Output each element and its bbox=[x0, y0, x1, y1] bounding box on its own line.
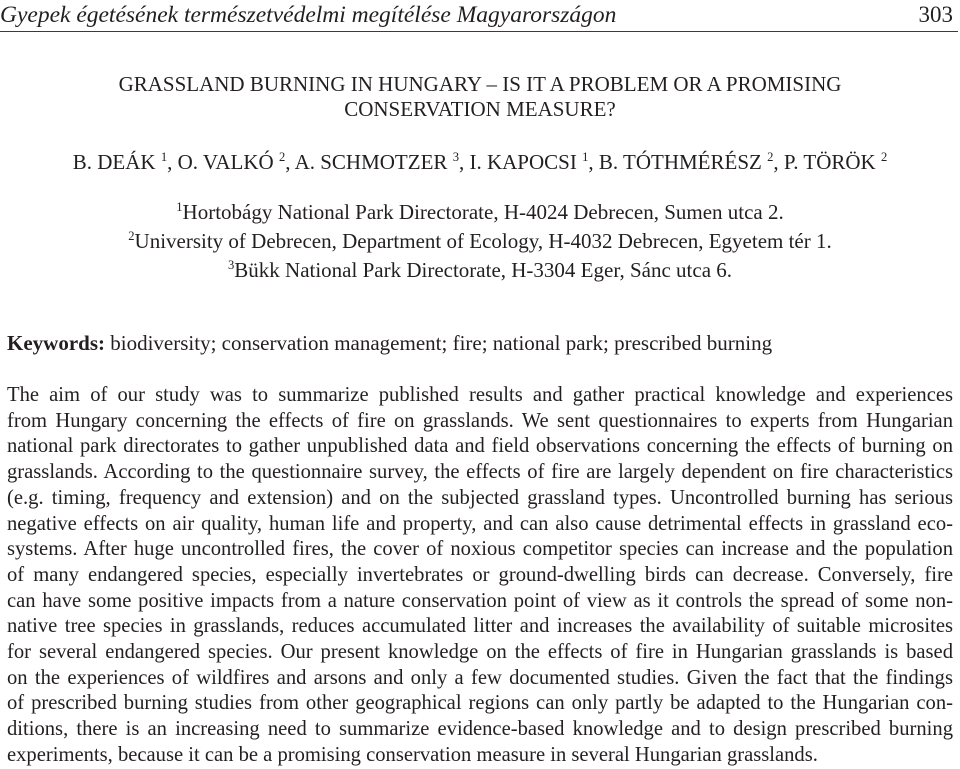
affiliation-text: Hortobágy National Park Directorate, H-4024 Debrecen, Sumen utca 2. bbox=[182, 200, 784, 224]
author-affiliation-mark: 2 bbox=[278, 150, 286, 165]
author-name: P. TÖRÖK bbox=[783, 150, 876, 174]
author-separator: , bbox=[588, 150, 594, 174]
abstract-line: The aim of our study was to summarize published results and gather practical knowledge and experiences bbox=[7, 384, 953, 406]
abstract-line: experiments, because it can be a promising conservation measure in several Hungarian grasslands. bbox=[7, 743, 818, 766]
keywords bbox=[7, 330, 953, 356]
author bbox=[295, 150, 459, 174]
author-separator: , bbox=[285, 150, 291, 174]
title-line: GRASSLAND BURNING IN HUNGARY – IS IT A PROBLEM OR A PROMISING bbox=[118, 72, 842, 96]
affiliation-list bbox=[0, 199, 960, 286]
author-affiliation-mark: 2 bbox=[767, 150, 774, 165]
author-name: B. TÓTHMÉRÉSZ bbox=[598, 150, 762, 174]
abstract-line: native tree species in grasslands, reduces accumulated litter and increases the availability of suitable microsites bbox=[7, 615, 953, 638]
abstract-line: negative effects on air quality, human life and property, and can also cause detrimental effects in grassland eco- bbox=[7, 512, 953, 535]
author-affiliation-mark: 2 bbox=[880, 150, 888, 165]
abstract-line: grasslands. According to the questionnaire survey, the effects of fire are largely dependent on fire characteristics bbox=[7, 461, 953, 484]
author bbox=[469, 150, 588, 174]
paper-title bbox=[0, 72, 960, 122]
author-name: B. DEÁK bbox=[72, 150, 156, 174]
author-separator: , bbox=[458, 150, 465, 174]
page-number: 303 bbox=[918, 2, 953, 27]
author bbox=[178, 150, 286, 174]
header-rule bbox=[0, 31, 958, 32]
abstract-line: can have some positive impacts from a nature conservation point of view as it controls the spread of some non- bbox=[7, 589, 953, 612]
author-name: I. KAPOCSI bbox=[469, 150, 577, 174]
abstract-line: national park directorates to gather unpublished data and field observations concerning the effects of burning on bbox=[7, 435, 953, 458]
author bbox=[599, 150, 774, 174]
running-title: Gyepek égetésének természetvédelmi megítélése Magyarországon bbox=[0, 2, 617, 28]
affiliation bbox=[0, 199, 960, 228]
abstract-line: from Hungary concerning the effects of fire on grasslands. We sent questionnaires to experts from Hungarian bbox=[7, 409, 953, 432]
keywords-text: biodiversity; conservation management; fire; national park; prescribed burning bbox=[110, 331, 773, 355]
author-name: O. VALKÓ bbox=[177, 150, 274, 174]
author-separator: , bbox=[167, 150, 173, 174]
affiliation-text: Bükk National Park Directorate, H-3304 Eger, Sánc utca 6. bbox=[234, 258, 733, 282]
abstract-line: of many endangered species, especially invertebrates or ground-dwelling birds can decrease. Conversely, fire bbox=[7, 563, 953, 586]
affiliation bbox=[0, 257, 960, 286]
affiliation-mark: 1 bbox=[176, 200, 183, 215]
author-list bbox=[0, 149, 960, 178]
abstract bbox=[7, 383, 953, 769]
title-line: CONSERVATION MEASURE? bbox=[344, 97, 616, 121]
author-affiliation-mark: 3 bbox=[452, 150, 459, 165]
abstract-line: of prescribed burning studies from other geographical regions can only partly be adapted to the Hungarian con- bbox=[7, 692, 953, 715]
author-affiliation-mark: 1 bbox=[160, 150, 168, 165]
keywords-label: Keywords: bbox=[7, 331, 105, 355]
author-affiliation-mark: 1 bbox=[582, 150, 589, 165]
affiliation-mark: 3 bbox=[227, 258, 235, 273]
abstract-line: ditions, there is an increasing need to summarize evidence-based knowledge and to design prescribed burning bbox=[7, 718, 953, 741]
author-name: A. SCHMOTZER bbox=[294, 150, 448, 174]
abstract-line: (e.g. timing, frequency and extension) and on the subjected grassland types. Uncontrolled burning has serious bbox=[7, 486, 953, 509]
author-separator: , bbox=[773, 150, 779, 174]
affiliation-text: University of Debrecen, Department of Ecology, H-4032 Debrecen, Egyetem tér 1. bbox=[134, 229, 832, 253]
running-head bbox=[0, 0, 960, 30]
author bbox=[784, 150, 887, 174]
author bbox=[73, 150, 167, 174]
abstract-line: for several endangered species. Our present knowledge on the effects of fire in Hungarian grasslands is based bbox=[7, 641, 953, 664]
affiliation-mark: 2 bbox=[128, 229, 135, 244]
abstract-line: systems. After huge uncontrolled fires, the cover of noxious competitor species can increase and the population bbox=[7, 538, 953, 561]
abstract-line: on the experiences of wildfires and arsons and only a few documented studies. Given the fact that the findings bbox=[7, 666, 953, 689]
affiliation bbox=[0, 228, 960, 257]
